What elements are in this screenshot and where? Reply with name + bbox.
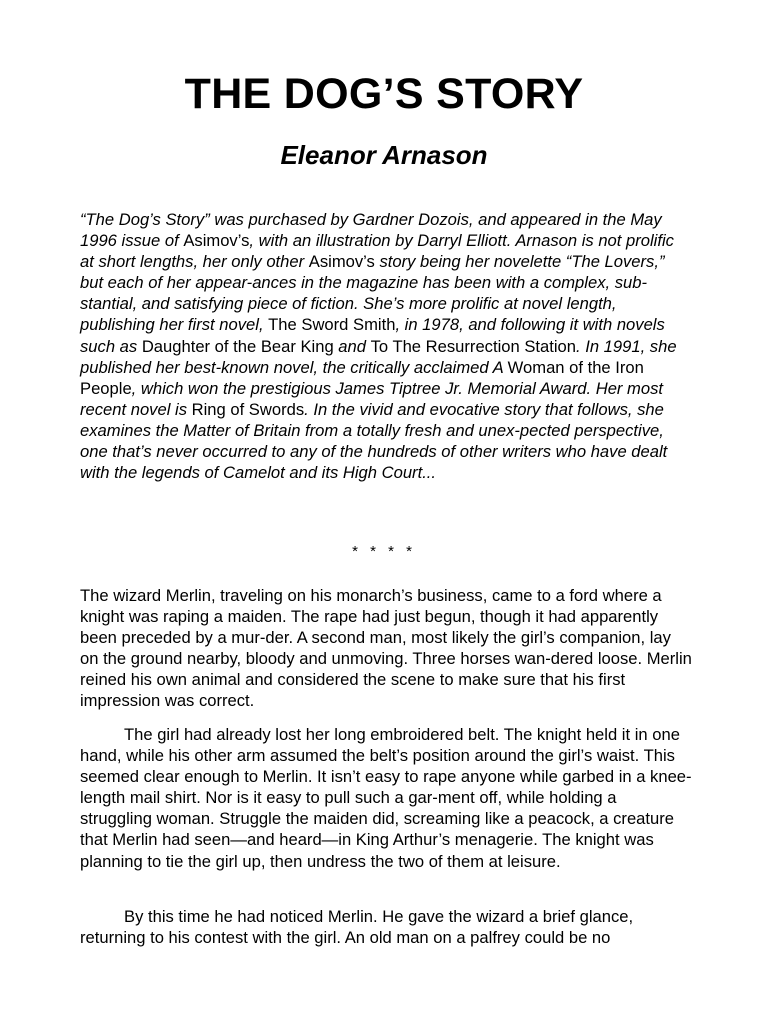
intro-paragraph [80,209,692,483]
story-title: THE DOG’S STORY [184,70,584,118]
paragraph-text: By this time he had noticed Merlin. He gave the wizard a brief glance, returning to his contest with the girl. An old man on a palfrey could be no [80,907,634,948]
intro-segment: Asimov’s [308,252,375,272]
author-name: Eleanor Arnason [280,140,488,170]
intro-segment: Woman of the Iron People [80,357,644,398]
body-paragraph [80,724,692,872]
intro-segment: Ring of Swords [191,399,305,419]
intro-segment: , which won the prestigious James Tiptree Jr. Memorial Award. Her most recent novel is [80,378,664,419]
intro-segment: To The Resurrection Station [370,336,576,356]
paragraph-text: The wizard Merlin, traveling on his monarch’s business, came to a ford where a knight was raping a maiden. The rape had just begun, though it had apparently been preceded by a mur-der. A second man, most likely the girl’s companion, lay on the ground nearby, bloody and unmoving. Three horses wan-dered loose. Merlin reined his own animal and considered the scene to make sure that his first impression was correct. [80,586,692,711]
intro-segment: Daughter of the Bear King [141,336,334,356]
section-separator: * * * * [352,543,416,560]
paragraph-text: The girl had already lost her long embroidered belt. The knight held it in one hand, while his other arm assumed the belt’s position around the girl’s waist. This seemed clear enough to Merlin. It isn’t easy to rape anyone while garbed in a knee-length mail shirt. Nor is it easy to pull such a gar-ment off, while holding a struggling woman. Struggle the maiden did, screaming like a peacock, a creature that Merlin had seen—and heard—in King Arthur’s menagerie. The knight was planning to tie the girl up, then undress the two of them at leisure. [80,725,692,871]
body-paragraph [80,906,692,948]
body-paragraph [80,585,692,712]
intro-segment: “The Dog’s Story” was purchased by Gardner Dozois, and appeared in the May 1996 issue of [80,210,662,251]
intro-segment: story being her novelette “The Lovers,” but each of her appear-ances in the magazine has been with a complex, sub-stantial, and satisfying piece of fiction. She’s more prolific at novel length, publishing her first novel, [80,252,665,335]
intro-segment: , in 1978, and following it with novels such as [80,315,665,356]
intro-segment: , with an illustration by Darryl Elliott. Arnason is not prolific at short lengths, her only other [80,231,674,272]
intro-segment: and [333,336,371,356]
intro-segment: . In the vivid and evocative story that follows, she examines the Matter of Britain from a totally fresh and unex-pected perspective, one that’s never occurred to any of the hundreds of other writers who have dealt with the legends of Camelot and its High Court... [80,399,668,483]
intro-segment: The Sword Smith [268,315,396,335]
intro-segment: Asimov’s [183,231,250,251]
intro-segment: . In 1991, she published her best-known novel, the critically acclaimed A [80,336,677,377]
